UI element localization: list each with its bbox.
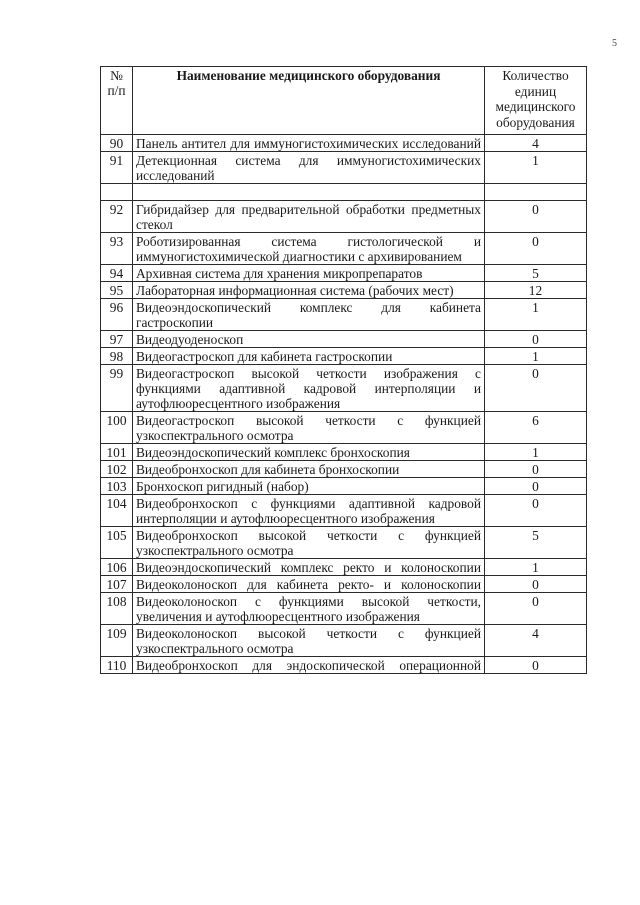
row-number — [101, 184, 133, 201]
row-quantity: 1 — [485, 348, 587, 365]
table-row — [101, 593, 587, 625]
table-row — [101, 576, 587, 593]
table-row — [101, 495, 587, 527]
row-number: 107 — [101, 576, 133, 593]
row-name: Видеоэндоскопический комплекс бронхоскопия — [133, 444, 485, 461]
table-row — [101, 152, 587, 184]
table-row — [101, 201, 587, 233]
row-quantity: 0 — [485, 495, 587, 527]
row-quantity: 4 — [485, 135, 587, 152]
row-name: Гибридайзер для предварительной обработки предметных стекол — [133, 201, 485, 233]
table-row — [101, 135, 587, 152]
row-name: Видеобронхоскоп для кабинета бронхоскопии — [133, 461, 485, 478]
row-quantity: 6 — [485, 412, 587, 444]
row-name: Бронхоскоп ригидный (набор) — [133, 478, 485, 495]
row-name: Лабораторная информационная система (рабочих мест) — [133, 282, 485, 299]
table-row — [101, 478, 587, 495]
row-quantity: 0 — [485, 478, 587, 495]
row-name: Видеоколоноскоп с функциями высокой четкости, увеличения и аутофлюоресцентного изображения — [133, 593, 485, 625]
row-number: 101 — [101, 444, 133, 461]
table-row — [101, 348, 587, 365]
row-number: 90 — [101, 135, 133, 152]
row-quantity: 0 — [485, 233, 587, 265]
row-number: 95 — [101, 282, 133, 299]
table-header-row — [101, 67, 587, 135]
row-number: 102 — [101, 461, 133, 478]
row-name: Панель антител для иммуногистохимических исследований — [133, 135, 485, 152]
header-quantity: Количество единиц медицинского оборудования — [485, 67, 587, 135]
row-number: 108 — [101, 593, 133, 625]
page-number: 5 — [612, 38, 617, 49]
table-row — [101, 282, 587, 299]
row-name: Видеобронхоскоп с функциями адаптивной кадровой интерполяции и аутофлюоресцентного изображения — [133, 495, 485, 527]
row-quantity: 1 — [485, 299, 587, 331]
row-number: 110 — [101, 657, 133, 674]
row-quantity: 0 — [485, 576, 587, 593]
table-row-empty — [101, 184, 587, 201]
row-number: 97 — [101, 331, 133, 348]
row-name: Архивная система для хранения микропрепаратов — [133, 265, 485, 282]
row-name: Видеогастроскоп высокой четкости с функцией узкоспектрального осмотра — [133, 412, 485, 444]
row-number: 109 — [101, 625, 133, 657]
table-row — [101, 299, 587, 331]
table-row — [101, 265, 587, 282]
row-quantity: 4 — [485, 625, 587, 657]
table-row — [101, 625, 587, 657]
row-name: Роботизированная система гистологической и иммуногистохимической диагностики с архивированием — [133, 233, 485, 265]
row-number: 94 — [101, 265, 133, 282]
table-row — [101, 657, 587, 674]
row-quantity: 5 — [485, 265, 587, 282]
row-quantity — [485, 184, 587, 201]
row-name: Видеобронхоскоп для эндоскопической операционной — [133, 657, 485, 674]
table-row — [101, 527, 587, 559]
row-name: Детекционная система для иммуногистохимических исследований — [133, 152, 485, 184]
row-name: Видеоэндоскопический комплекс ректо и колоноскопии — [133, 559, 485, 576]
row-quantity: 1 — [485, 152, 587, 184]
table-row — [101, 365, 587, 412]
table-row — [101, 444, 587, 461]
row-quantity: 0 — [485, 365, 587, 412]
row-number: 92 — [101, 201, 133, 233]
row-quantity: 0 — [485, 657, 587, 674]
row-quantity: 5 — [485, 527, 587, 559]
row-number: 96 — [101, 299, 133, 331]
header-number: № п/п — [101, 67, 133, 135]
row-number: 98 — [101, 348, 133, 365]
row-quantity: 0 — [485, 201, 587, 233]
table-row — [101, 233, 587, 265]
table-row — [101, 331, 587, 348]
row-number: 106 — [101, 559, 133, 576]
row-number: 104 — [101, 495, 133, 527]
table-row — [101, 412, 587, 444]
row-number: 93 — [101, 233, 133, 265]
row-name: Видеогастроскоп для кабинета гастроскопии — [133, 348, 485, 365]
row-number: 91 — [101, 152, 133, 184]
equipment-table — [100, 66, 587, 674]
row-number: 99 — [101, 365, 133, 412]
row-number: 105 — [101, 527, 133, 559]
row-quantity: 0 — [485, 461, 587, 478]
row-name: Видеоколоноскоп для кабинета ректо- и колоноскопии — [133, 576, 485, 593]
row-quantity: 1 — [485, 559, 587, 576]
row-name — [133, 184, 485, 201]
row-name: Видеодуоденоскоп — [133, 331, 485, 348]
row-name: Видеогастроскоп высокой четкости изображения с функциями адаптивной кадровой интерполяции и аутофлюоресцентного изображения — [133, 365, 485, 412]
row-number: 100 — [101, 412, 133, 444]
row-name: Видеобронхоскоп высокой четкости с функцией узкоспектрального осмотра — [133, 527, 485, 559]
row-quantity: 0 — [485, 593, 587, 625]
row-quantity: 1 — [485, 444, 587, 461]
table-row — [101, 559, 587, 576]
table-row — [101, 461, 587, 478]
row-name: Видеоколоноскоп высокой четкости с функцией узкоспектрального осмотра — [133, 625, 485, 657]
row-name: Видеоэндоскопический комплекс для кабинета гастроскопии — [133, 299, 485, 331]
row-quantity: 0 — [485, 331, 587, 348]
row-quantity: 12 — [485, 282, 587, 299]
row-number: 103 — [101, 478, 133, 495]
header-name: Наименование медицинского оборудования — [133, 67, 485, 135]
